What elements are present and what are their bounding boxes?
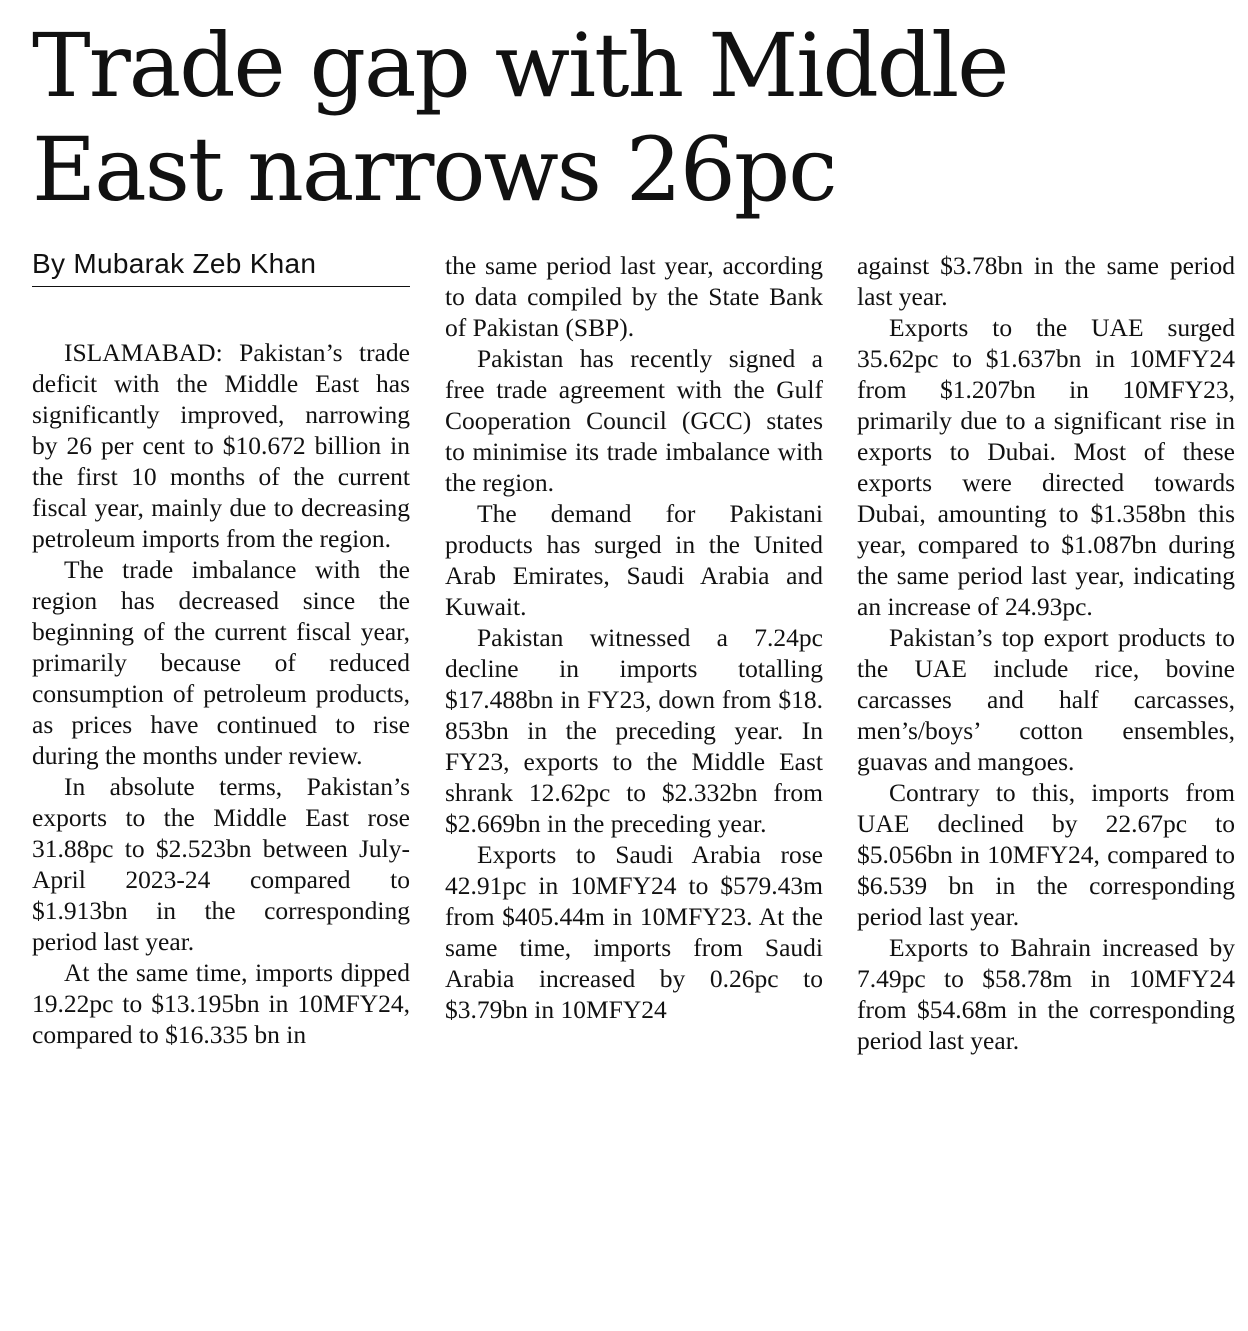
paragraph: Exports to Bahrain increased by 7.49pc to $58.78m in 10MFY24 from $54.68m in the corresponding period last year. <box>857 933 1235 1055</box>
paragraph: Pakistan witnessed a 7.24pc decline in imports totalling $17.488bn in FY23, down from $18. 853bn in the preceding year. In FY23, exports to the Middle East shrank 12.62pc to $2.332bn from $2.669bn in the preceding year. <box>445 623 823 838</box>
paragraph: Exports to the UAE surged 35.62pc to $1.637bn in 10MFY24 from $1.207bn in 10MFY23, primarily due to a significant rise in exports to Dubai. Most of these exports were directed towards Dubai, amounting to $1.358bn this year, compared to $1.087bn during the same period last year, indicating an increase of 24.93pc. <box>857 313 1235 621</box>
paragraph: Contrary to this, imports from UAE declined by 22.67pc to $5.056bn in 10MFY24, compared to $6.539 bn in the corresponding period last year. <box>857 778 1235 931</box>
byline: By Mubarak Zeb Khan <box>32 248 410 287</box>
paragraph: At the same time, imports dipped 19.22pc to $13.195bn in 10MFY24, compared to $16.335 bn in <box>32 958 410 1049</box>
paragraph: ISLAMABAD: Pakistan’s trade deficit with the Middle East has significantly improved, narrowing by 26 per cent to $10.672 billion in the first 10 months of the current fiscal year, mainly due to decreasing petroleum imports from the region. <box>32 338 410 553</box>
paragraph: Pakistan’s top export products to the UAE include rice, bovine carcasses and half carcasses, men’s/boys’ cotton ensembles, guavas and mangoes. <box>857 623 1235 776</box>
article-column-3 <box>857 250 1235 1056</box>
paragraph: Pakistan has recently signed a free trade agreement with the Gulf Cooperation Council (GCC) states to minimise its trade imbalance with the region. <box>445 344 823 497</box>
paragraph: Exports to Saudi Arabia rose 42.91pc in 10MFY24 to $579.43m from $405.44m in 10MFY23. At the same time, imports from Saudi Arabia increased by 0.26pc to $3.79bn in 10MFY24 <box>445 840 823 1024</box>
headline: Trade gap with Middle East narrows 26pc <box>32 14 1008 221</box>
paragraph: In absolute terms, Pakistan’s exports to the Middle East rose 31.88pc to $2.523bn between July-April 2023-24 compared to $1.913bn in the corresponding period last year. <box>32 772 410 956</box>
paragraph-continuation: the same period last year, according to data compiled by the State Bank of Pakistan (SBP). <box>445 251 823 342</box>
paragraph: The demand for Pakistani products has surged in the United Arab Emirates, Saudi Arabia and Kuwait. <box>445 499 823 621</box>
article-column-2 <box>445 250 823 1025</box>
paragraph: The trade imbalance with the region has decreased since the beginning of the current fiscal year, primarily because of reduced consumption of petroleum products, as prices have continued to rise during the months under review. <box>32 555 410 770</box>
paragraph-continuation: against $3.78bn in the same period last year. <box>857 251 1235 311</box>
article-column-1 <box>32 248 410 1050</box>
